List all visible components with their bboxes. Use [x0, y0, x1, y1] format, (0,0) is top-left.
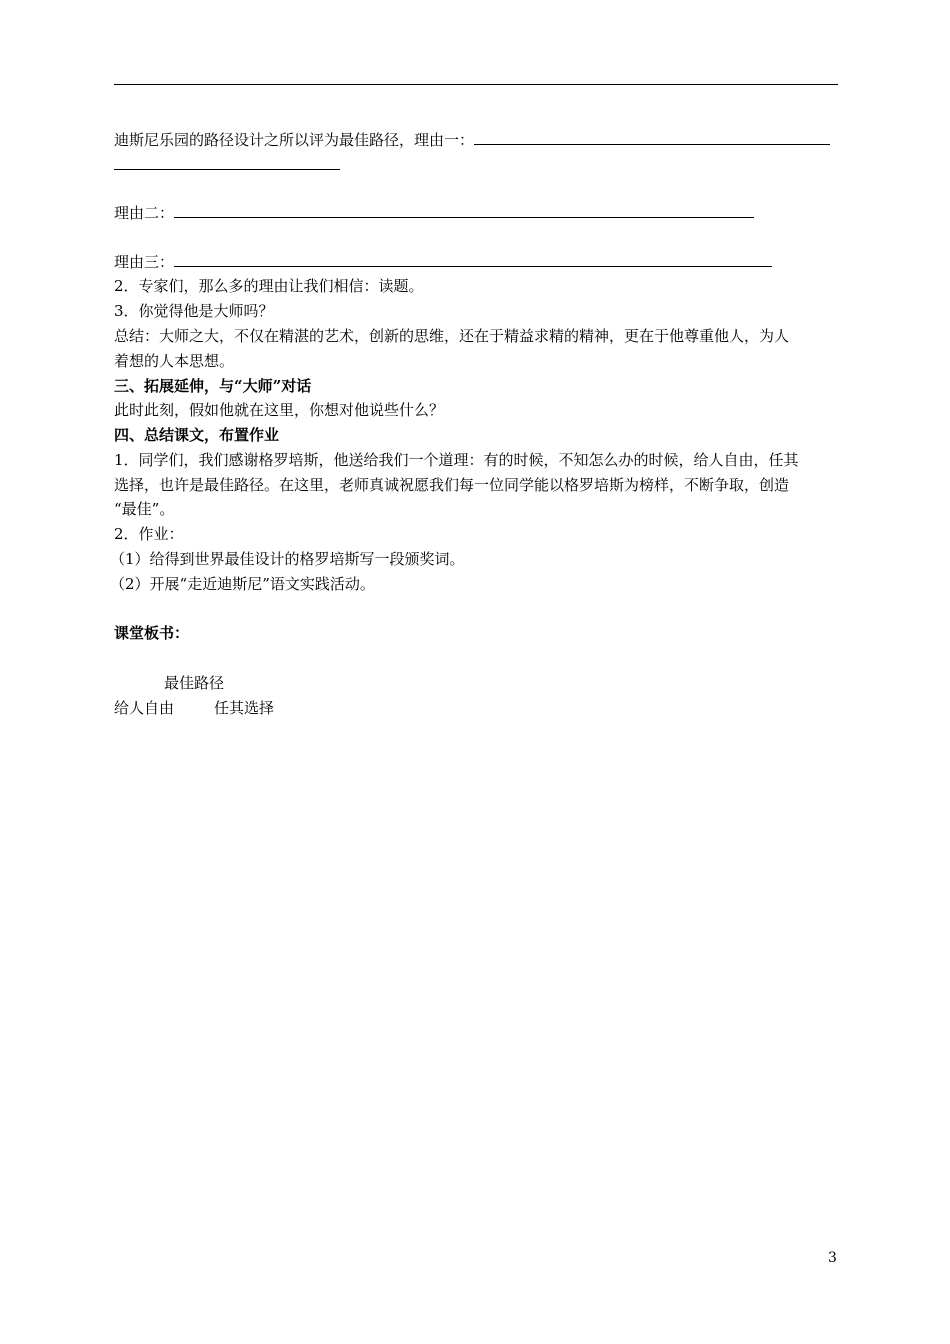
- section4-paragraph-line-2: 选择，也许是最佳路径。在这里，老师真诚祝愿我们每一位同学能以格罗培斯为榜样，不断争取，创造: [114, 476, 790, 494]
- reason1-line: [114, 128, 830, 151]
- board-right: 任其选择: [214, 699, 275, 717]
- reason1-blank-cont: [114, 153, 340, 170]
- reason3-label: 理由三：: [114, 253, 175, 271]
- item-2: 2．专家们，那么多的理由让我们相信：读题。: [114, 277, 424, 295]
- board-title: 最佳路径: [164, 674, 225, 692]
- section4-paragraph-line-3: “最佳”。: [114, 500, 175, 518]
- reason3-line: [114, 250, 772, 273]
- homework-item-2: （2）开展“走近迪斯尼”语文实践活动。: [110, 575, 375, 593]
- section3-text: 此时此刻，假如他就在这里，你想对他说些什么？: [114, 401, 445, 419]
- header-rule: [114, 84, 838, 85]
- reason1-continuation: [114, 153, 340, 176]
- reason2-label: 理由二：: [114, 204, 175, 222]
- board-heading: 课堂板书：: [114, 624, 190, 642]
- item-3: 3．你觉得他是大师吗？: [114, 302, 274, 320]
- homework-item-1: （1）给得到世界最佳设计的格罗培斯写一段颁奖词。: [110, 550, 465, 568]
- summary-line-1: 总结：大师之大，不仅在精湛的艺术，创新的思维，还在于精益求精的精神，更在于他尊重他人，为人: [114, 327, 790, 345]
- reason1-blank: [474, 128, 830, 145]
- page-number: 3: [828, 1250, 837, 1266]
- reason3-blank: [174, 250, 772, 267]
- board-left: 给人自由: [114, 699, 175, 717]
- reason2-blank: [174, 201, 754, 218]
- summary-line-2: 着想的人本思想。: [114, 352, 235, 370]
- homework-title: 2．作业：: [114, 525, 184, 543]
- section4-paragraph-line-1: 1．同学们，我们感谢格罗培斯，他送给我们一个道理：有的时候，不知怎么办的时候，给人自由，任其: [114, 451, 799, 469]
- section3-heading: 三、拓展延伸，与“大师”对话: [114, 377, 312, 395]
- reason1-label: 迪斯尼乐园的路径设计之所以评为最佳路径，理由一：: [114, 131, 475, 149]
- reason2-line: [114, 201, 754, 224]
- section4-heading: 四、总结课文，布置作业: [114, 426, 280, 444]
